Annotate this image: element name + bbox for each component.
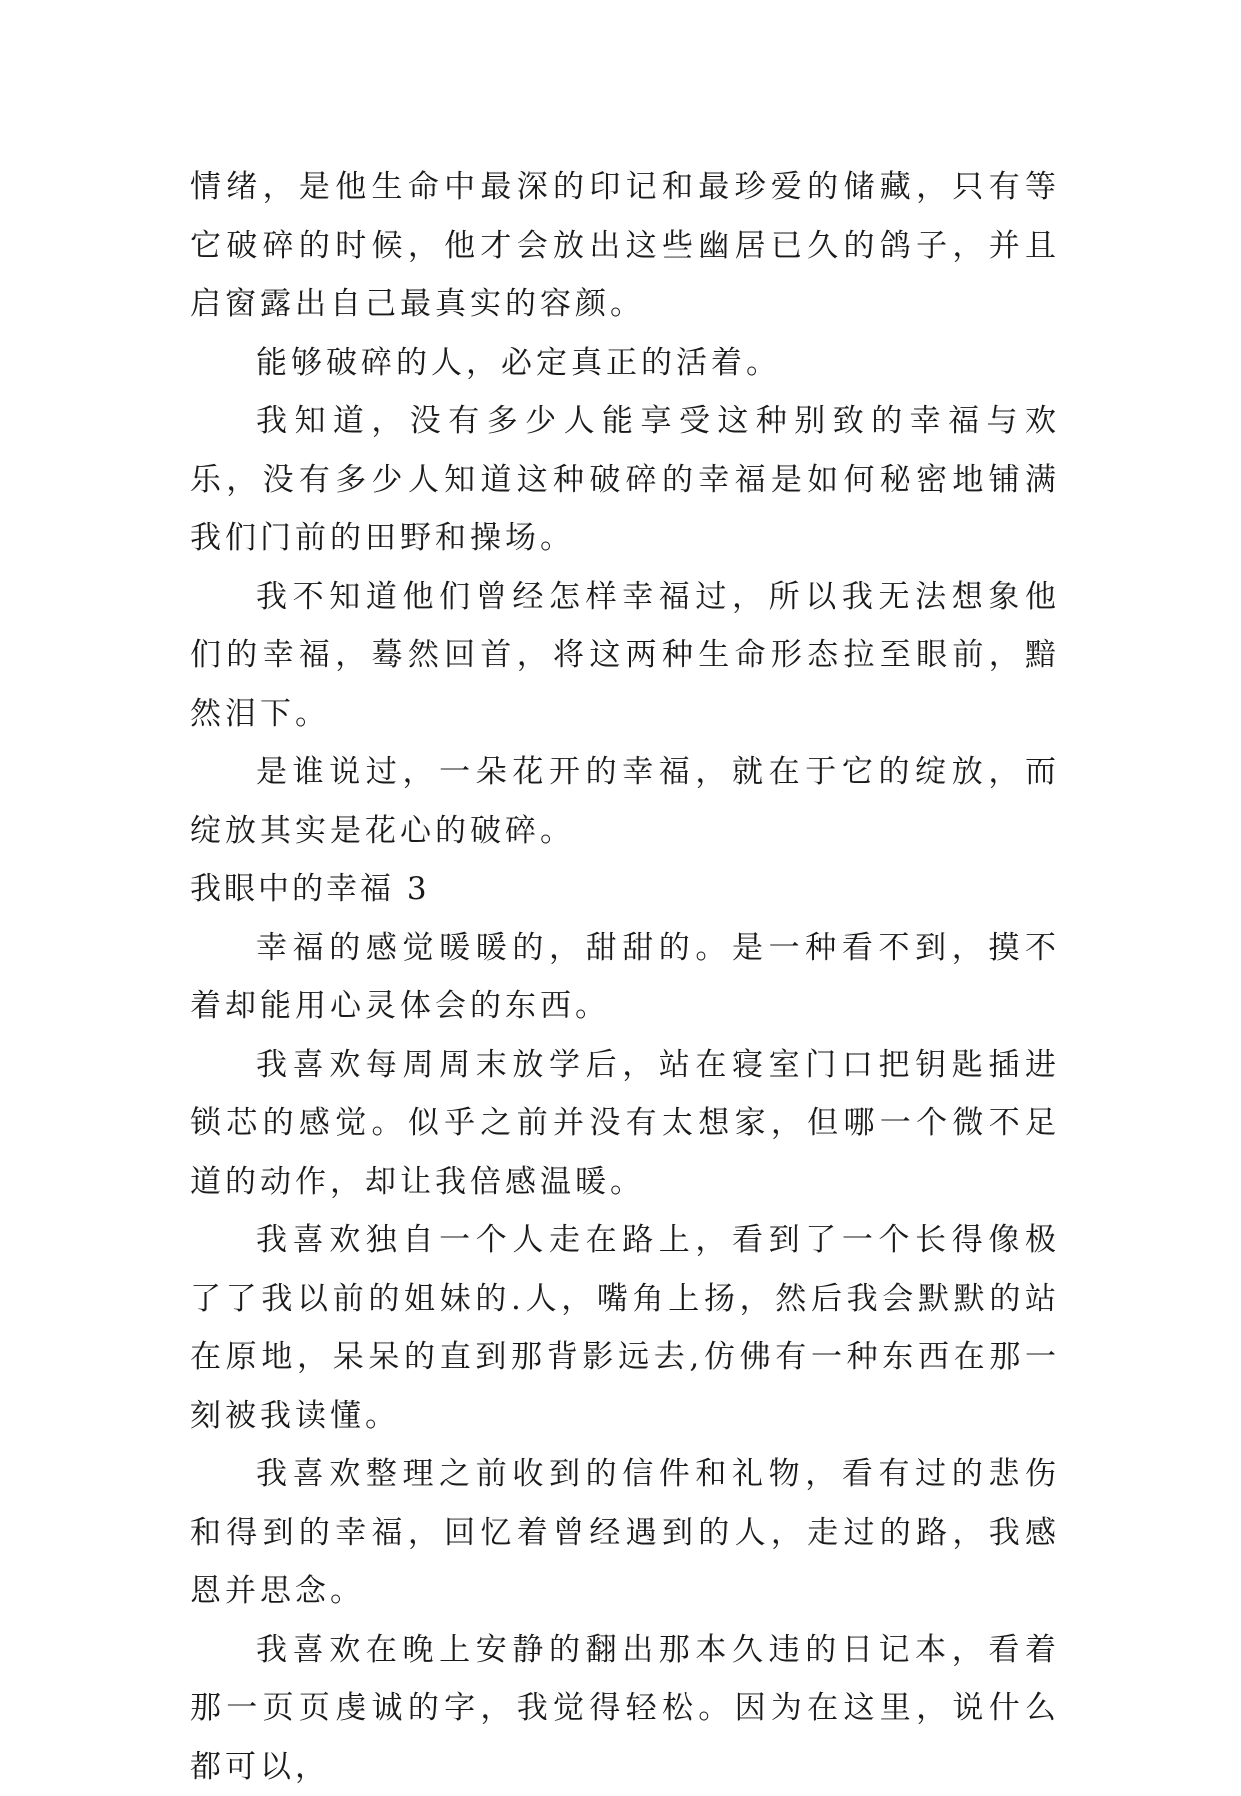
paragraph: 我不知道他们曾经怎样幸福过，所以我无法想象他们的幸福，蓦然回首，将这两种生命形态拉至眼前，黯然泪下。 [190, 568, 1060, 744]
document-body [190, 158, 1060, 1796]
paragraph: 我喜欢在晚上安静的翻出那本久违的日记本，看着那一页页虔诚的字，我觉得轻松。因为在这里，说什么都可以， [190, 1621, 1060, 1796]
section-heading: 我眼中的幸福 3 [190, 860, 1060, 919]
paragraph: 我喜欢独自一个人走在路上，看到了一个长得像极了了我以前的姐妹的.人，嘴角上扬，然后我会默默的站在原地，呆呆的直到那背影远去,仿佛有一种东西在那一刻被我读懂。 [190, 1211, 1060, 1445]
paragraph: 能够破碎的人，必定真正的活着。 [190, 334, 1060, 393]
paragraph: 幸福的感觉暖暖的，甜甜的。是一种看不到，摸不着却能用心灵体会的东西。 [190, 919, 1060, 1036]
paragraph-continuation: 情绪，是他生命中最深的印记和最珍爱的储藏，只有等它破碎的时候，他才会放出这些幽居已久的鸽子，并且启窗露出自己最真实的容颜。 [190, 158, 1060, 334]
paragraph: 是谁说过，一朵花开的幸福，就在于它的绽放，而绽放其实是花心的破碎。 [190, 743, 1060, 860]
paragraph: 我喜欢整理之前收到的信件和礼物，看有过的悲伤和得到的幸福，回忆着曾经遇到的人，走过的路，我感恩并思念。 [190, 1445, 1060, 1621]
paragraph: 我喜欢每周周末放学后，站在寝室门口把钥匙插进锁芯的感觉。似乎之前并没有太想家，但哪一个微不足道的动作，却让我倍感温暖。 [190, 1036, 1060, 1212]
paragraph: 我知道，没有多少人能享受这种别致的幸福与欢乐，没有多少人知道这种破碎的幸福是如何秘密地铺满我们门前的田野和操场。 [190, 392, 1060, 568]
